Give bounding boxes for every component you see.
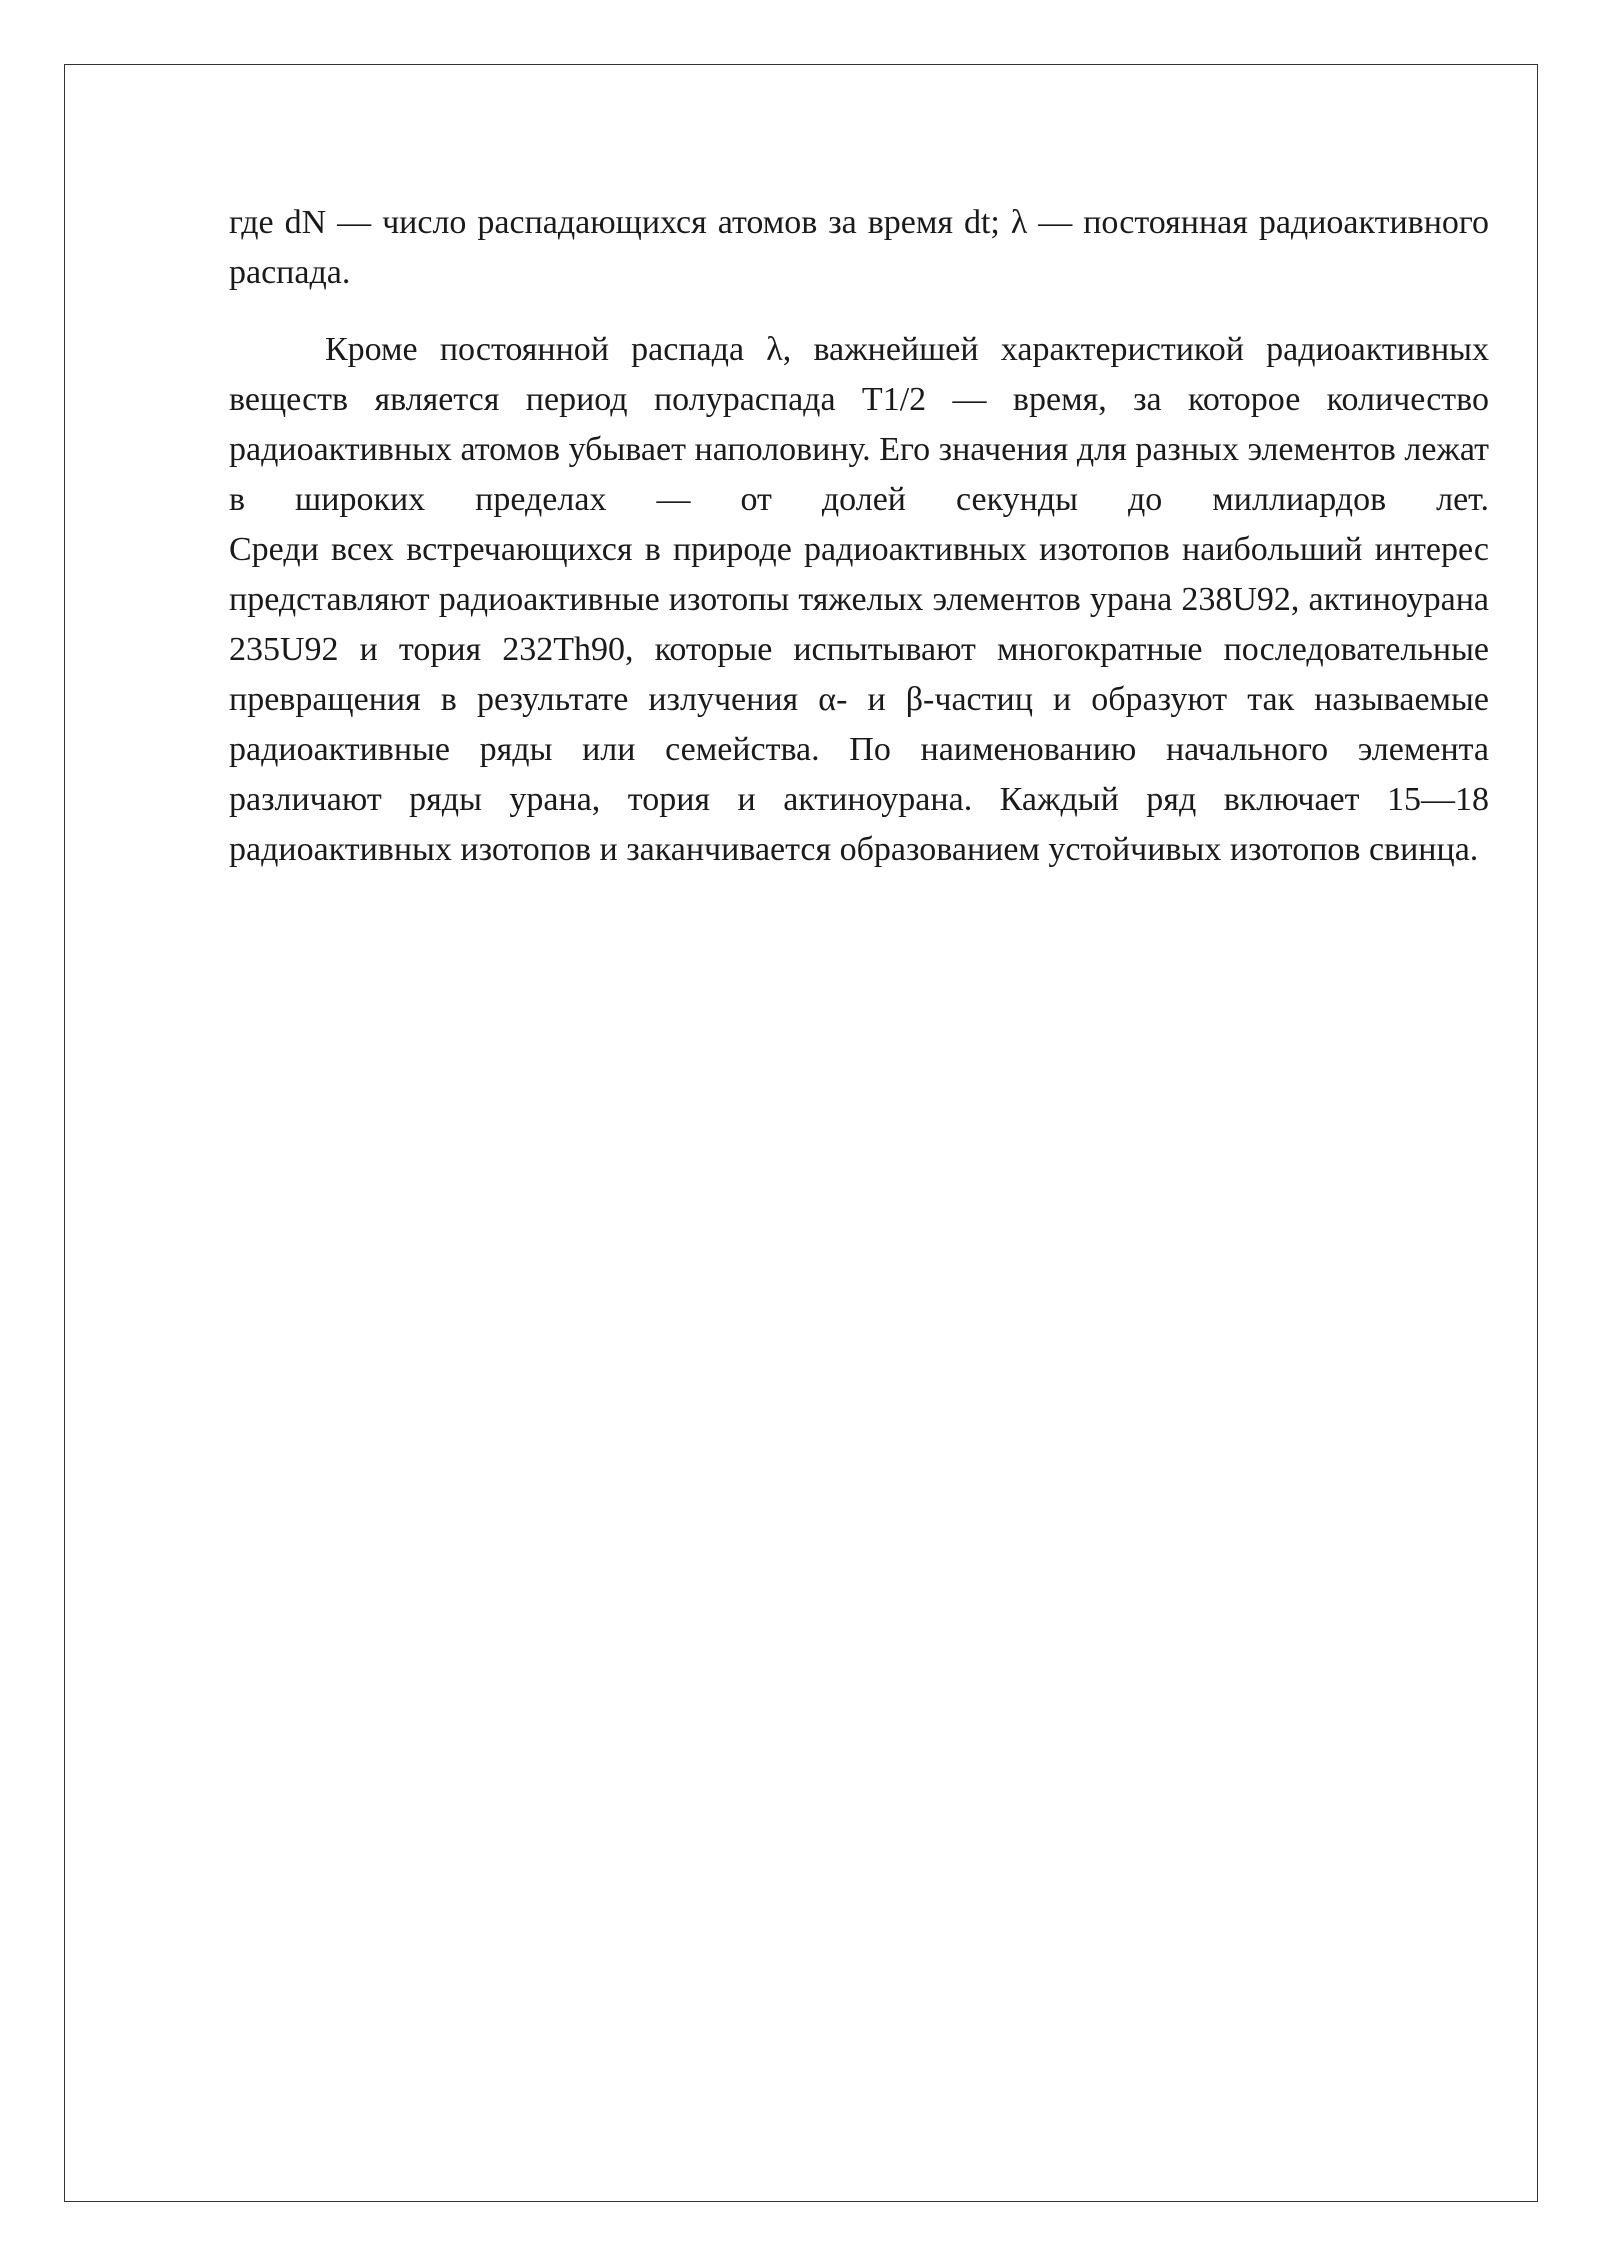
document-body	[229, 198, 1489, 875]
paragraph-decay-definition: где dN — число распадающихся атомов за время dt; λ — постоянная радиоактивного распада.	[229, 204, 1489, 291]
paragraph-radioactive-series: Среди всех встречающихся в природе радиоактивных изотопов наибольший интерес представляют радиоактивные изотопы тяжелых элементов урана 238U92, актиноурана 235U92 и тория 232Th90, которые испытывают многократные последовательные превращения в результате излучения α- и β-частиц и образуют так называемые радиоактивные ряды или семейства. По наименованию начального элемента различают ряды урана, тория и актиноурана. Каждый ряд включает 15—18 радиоактивных изотопов и заканчивается образованием устойчивых изотопов свинца.	[229, 531, 1489, 868]
paragraph-half-life: Кроме постоянной распада λ, важнейшей характеристикой радиоактивных веществ является период полураспада T1/2 — время, за которое количество радиоактивных атомов убывает наполовину. Его значения для разных элементов лежат в широких пределах — от долей секунды до миллиардов лет.	[229, 331, 1489, 518]
